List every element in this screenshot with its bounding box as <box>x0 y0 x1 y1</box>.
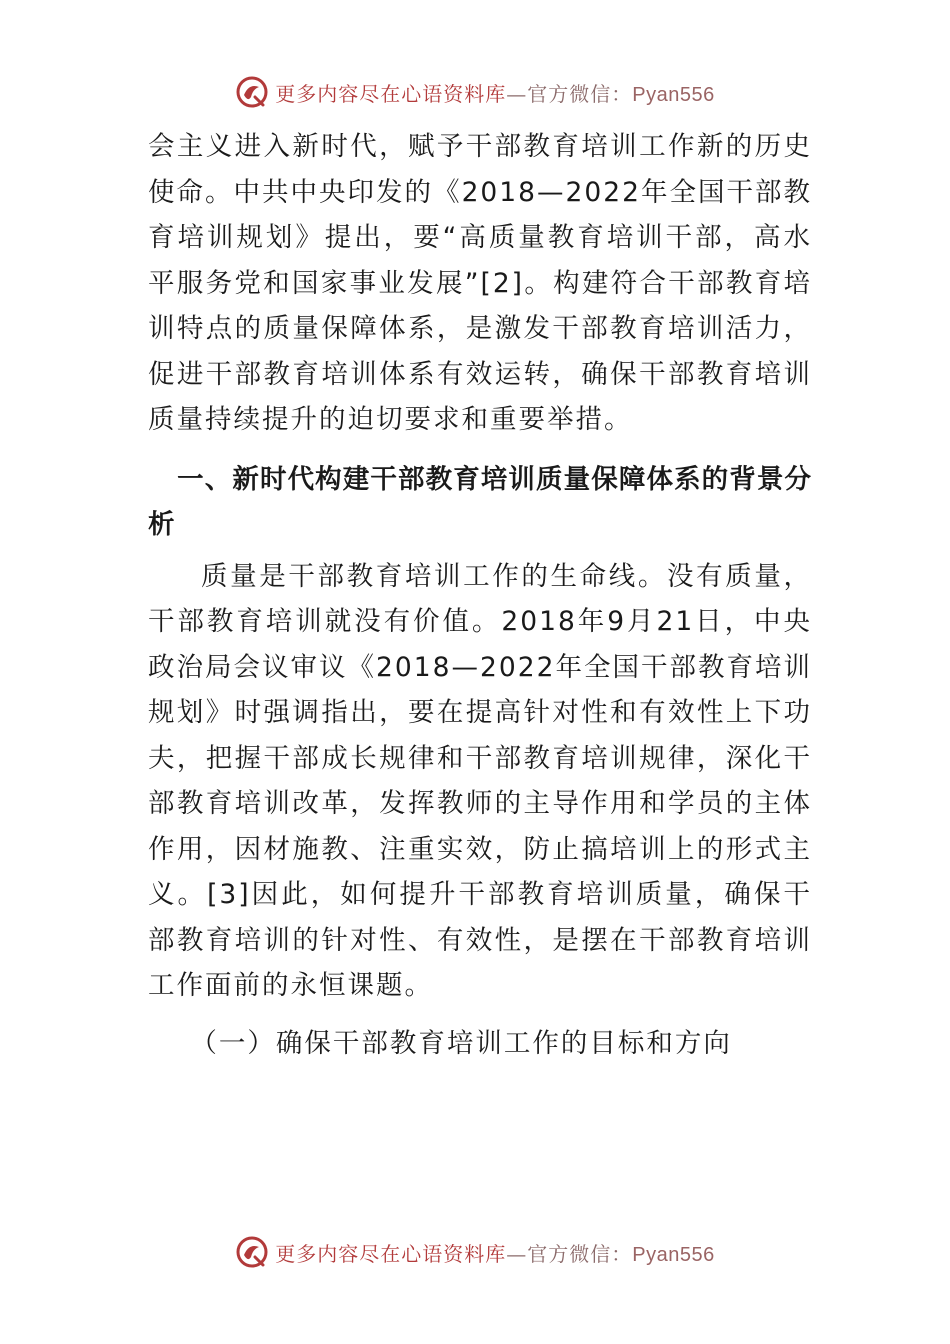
watermark-separator: — <box>506 81 528 106</box>
watermark-footer <box>0 1230 950 1274</box>
red-swirl-logo-icon <box>235 1235 269 1269</box>
body-paragraph-continued: 会主义进入新时代，赋予干部教育培训工作新的历史使命。中共中央印发的《2018—2022年全国干部教育培训规划》提出，要“高质量教育培训干部，高水平服务党和国家事业发展”[2]。构建符合干部教育培训特点的质量保障体系，是激发干部教育培训活力，促进干部教育培训体系有效运转，确保干部教育培训质量持续提升的迫切要求和重要举措。 <box>148 131 812 435</box>
watermark-brand: 更多内容尽在心语资料库 <box>275 81 507 106</box>
watermark-label: 官方微信： <box>527 1241 633 1266</box>
watermark-text <box>275 78 714 107</box>
watermark-text <box>275 1238 714 1267</box>
body-paragraph: 质量是干部教育培训工作的生命线。没有质量，干部教育培训就没有价值。2018年9月21日，中央政治局会议审议《2018—2022年全国干部教育培训规划》时强调指出，要在提高针对性和有效性上下功夫，把握干部成长规律和干部教育培训规律，深化干部教育培训改革，发挥教师的主导作用和学员的主体作用，因材施教、注重实效，防止搞培训上的形式主义。[3]因此，如何提升干部教育培训质量，确保干部教育培训的针对性、有效性，是摆在干部教育培训工作面前的永恒课题。 <box>148 560 812 1001</box>
watermark-wechat-id: Pyan556 <box>632 83 715 106</box>
document-body <box>148 124 812 1066</box>
red-swirl-logo-icon <box>235 75 269 109</box>
section-heading-1: 一、新时代构建干部教育培训质量保障体系的背景分析 <box>148 463 812 540</box>
watermark-wechat-id: Pyan556 <box>632 1243 715 1266</box>
watermark-separator: — <box>506 1241 528 1266</box>
watermark-brand: 更多内容尽在心语资料库 <box>275 1241 507 1266</box>
watermark-header <box>0 70 950 114</box>
watermark-label: 官方微信： <box>527 81 633 106</box>
subsection-heading: （一）确保干部教育培训工作的目标和方向 <box>190 1027 732 1059</box>
